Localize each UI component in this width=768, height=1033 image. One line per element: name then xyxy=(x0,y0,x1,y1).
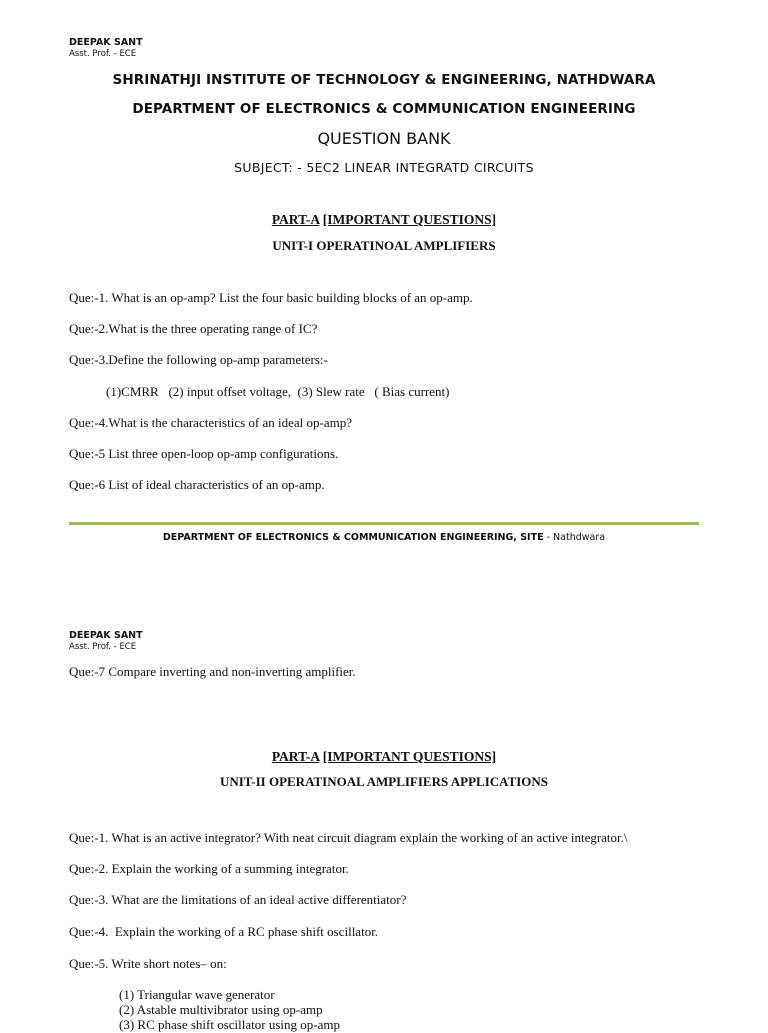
author-name: DEEPAK SANT xyxy=(69,37,143,48)
question-subitem: (2) Astable multivibrator using op-amp xyxy=(119,1002,323,1017)
question-item: Que:-2. Explain the working of a summing integrator. xyxy=(69,861,349,876)
unit-title: UNIT-I OPERATINOAL AMPLIFIERS xyxy=(272,238,496,253)
part-tag: [IMPORTANT QUESTIONS] xyxy=(322,749,497,764)
question-item: Que:-1. What is an active integrator? With neat circuit diagram explain the working of an active integrator.\ xyxy=(69,830,628,845)
part-heading xyxy=(0,749,768,765)
footer-location: - Nathdwara xyxy=(543,532,606,543)
part-label: PART-A xyxy=(271,749,320,764)
department-name: DEPARTMENT OF ELECTRONICS & COMMUNICATION ENGINEERING xyxy=(132,101,636,117)
document-title: QUESTION BANK xyxy=(317,129,451,148)
question-item: Que:-3.Define the following op-amp parameters:- xyxy=(69,352,328,367)
author-title: Asst. Prof. - ECE xyxy=(69,642,137,652)
footer-department: DEPARTMENT OF ELECTRONICS & COMMUNICATION ENGINEERING, SITE xyxy=(162,532,544,543)
author-title: Asst. Prof. - ECE xyxy=(69,49,137,59)
question-item: Que:-5. Write short notes– on: xyxy=(69,956,227,971)
page-footer xyxy=(0,532,768,543)
author-name: DEEPAK SANT xyxy=(69,630,143,641)
question-subitem: (1) Triangular wave generator xyxy=(119,987,275,1002)
part-heading xyxy=(0,212,768,228)
subject-line: SUBJECT: - 5EC2 LINEAR INTEGRATD CIRCUITS xyxy=(234,160,534,175)
part-label: PART-A xyxy=(271,212,320,227)
question-subitem: (1)CMRR (2) input offset voltage, (3) Slew rate ( Bias current) xyxy=(106,384,450,399)
part-tag: [IMPORTANT QUESTIONS] xyxy=(322,212,497,227)
question-item: Que:-3. What are the limitations of an ideal active differentiator? xyxy=(69,892,407,907)
question-item: Que:-4. Explain the working of a RC phase shift oscillator. xyxy=(69,924,379,939)
question-item: Que:-1. What is an op-amp? List the four basic building blocks of an op-amp. xyxy=(69,290,473,305)
question-subitem: (3) RC phase shift oscillator using op-amp xyxy=(119,1017,340,1032)
question-item: Que:-7 Compare inverting and non-inverting amplifier. xyxy=(69,664,356,679)
question-item: Que:-6 List of ideal characteristics of an op-amp. xyxy=(69,477,325,492)
institute-name: SHRINATHJI INSTITUTE OF TECHNOLOGY & ENGINEERING, NATHDWARA xyxy=(112,72,656,88)
unit-title: UNIT-II OPERATINOAL AMPLIFIERS APPLICATIONS xyxy=(219,774,549,789)
question-item: Que:-2.What is the three operating range of IC? xyxy=(69,321,318,336)
footer-rule xyxy=(69,522,699,525)
question-item: Que:-4.What is the characteristics of an ideal op-amp? xyxy=(69,415,352,430)
question-item: Que:-5 List three open-loop op-amp configurations. xyxy=(69,446,339,461)
